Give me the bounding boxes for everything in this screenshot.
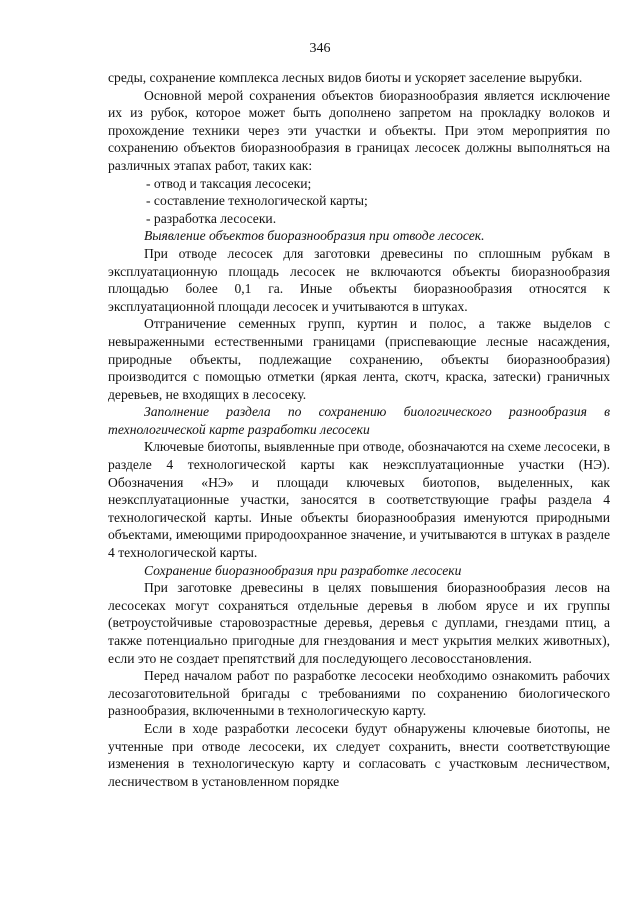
section-heading-tech-map: Заполнение раздела по сохранению биологического разнообразия в технологической карте разработки лесосеки xyxy=(108,404,610,437)
list-item-tech-map: - составление технологической карты; xyxy=(146,193,368,209)
paragraph-continuation: среды, сохранение комплекса лесных видов биоты и ускоряет заселение вырубки. xyxy=(108,70,583,85)
list-item-allotment: - отвод и таксация лесосеки; xyxy=(146,175,312,191)
paragraph-delimitation: Отграничение семенных групп, куртин и полос, а также выделов с невыраженными естественными границами (приспевающие лесные насаждения, природные объекты, подлежащие сохранению, объекты биоразнообразия) производится с помощью отметки (яркая лента, скотч, краска, затески) граничных деревьев, не входящих в лесосеку. xyxy=(108,316,610,402)
section-heading-conservation: Сохранение биоразнообразия при разработке лесосеки xyxy=(144,562,462,578)
paragraph-clear-cutting: При отводе лесосек для заготовки древесины по сплошным рубкам в эксплуатационную площадь лесосек не включаются объекты биоразнообразия площадью более 0,1 га. Иные объекты биоразнообразия относятся к эксплуатационной площади лесосек и учитываются в штуках. xyxy=(108,245,610,314)
paragraph-discovered-biotopes: Если в ходе разработки лесосеки будут обнаружены ключевые биотопы, не учтенные при отводе лесосеки, их следует сохранить, внести соответствующие изменения в технологическую карту и согласовать с участковым лесничеством, лесничеством в установленном порядке xyxy=(108,720,610,789)
paragraph-briefing: Перед началом работ по разработке лесосеки необходимо ознакомить рабочих лесозаготовительной бригады с требованиями по сохранению биологического разнообразия, включенными в технологическую карту. xyxy=(108,668,610,719)
page-body xyxy=(108,69,610,790)
paragraph-main-measure: Основной мерой сохранения объектов биоразнообразия является исключение их из рубок, которое может быть дополнено запретом на прокладку волоков и прохождение техники через эти участки и объекты. При этом мероприятия по сохранению объектов биоразнообразия в границах лесосек должны выполняться на различных этапах работ, таких как: xyxy=(108,87,610,173)
page-number: 346 xyxy=(309,41,331,56)
paragraph-harvesting: При заготовке древесины в целях повышения биоразнообразия лесов на лесосеках могут сохраняться отдельные деревья в любом ярусе и их группы (ветроустойчивые старовозрастные деревья, деревья с дуплами, гнездами птиц, а также потенциально пригодные для гнездования и мест укрытия мелких животных), если это не создает препятствий для последующего лесовосстановления. xyxy=(108,580,610,666)
list-item-development: - разработка лесосеки. xyxy=(146,210,277,226)
section-heading-identification: Выявление объектов биоразнообразия при отводе лесосек. xyxy=(144,228,485,244)
paragraph-key-biotopes: Ключевые биотопы, выявленные при отводе, обозначаются на схеме лесосеки, в разделе 4 технологической карты как неэксплуатационные участки (НЭ). Обозначения «НЭ» и площади ключевых биотопов, выделенных, как неэксплуатационные участки, заносятся в соответствующие графы раздела 4 технологической карты. Иные объекты биоразнообразия именуются природными объектами, имеющими природоохранное значение, и учитываются в штуках в разделе 4 технологической карты. xyxy=(108,439,610,561)
